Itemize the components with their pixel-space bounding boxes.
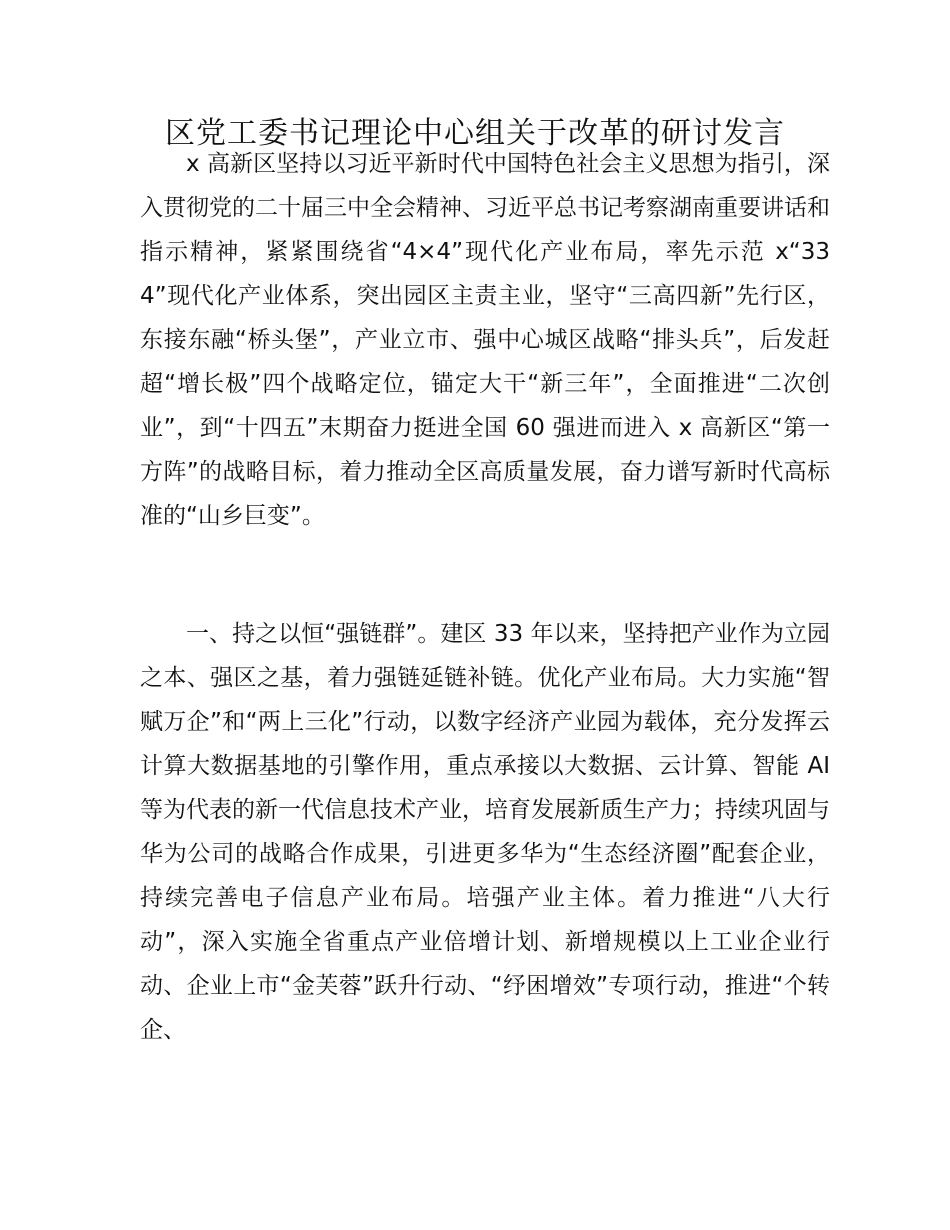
paragraph-intro: x 高新区坚持以习近平新时代中国特色社会主义思想为指引，深入贯彻党的二十届三中全会精神、习近平总书记考察湖南重要讲话和指示精神，紧紧围绕省“4×4”现代化产业布局，率先示范 x“334”现代化产业体系，突出园区主责主业，坚守“三高四新”先行区，东接东融“桥头堡”，产业立市、强中心城区战略“排头兵”，后发赶超“增长极”四个战略定位，锚定大干“新三年”，全面推进“二次创业”，到“十四五”末期奋力挺进全国 60 强进而进入 x 高新区“第一方阵”的战略目标，着力推动全区高质量发展，奋力谱写新时代高标准的“山乡巨变”。 (140, 151, 830, 529)
document-title: 区党工委书记理论中心组关于改革的研讨发言 (165, 116, 785, 151)
paragraph-section-1: 一、持之以恒“强链群”。建区 33 年以来，坚持把产业作为立园之本、强区之基，着力强链延链补链。优化产业布局。大力实施“智赋万企”和“两上三化”行动，以数字经济产业园为载体，充分发挥云计算大数据基地的引擎作用，重点承接以大数据、云计算、智能 AI 等为代表的新一代信息技术产业，培育发展新质生产力；持续巩固与华为公司的战略合作成果，引进更多华为“生态经济圈”配套企业，持续完善电子信息产业布局。培强产业主体。着力推进“八大行动”，深入实施全省重点产业倍增计划、新增规模以上工业企业行动、企业上市“金芙蓉”跃升行动、“纾困增效”专项行动，推进“个转企、 (140, 621, 830, 1043)
